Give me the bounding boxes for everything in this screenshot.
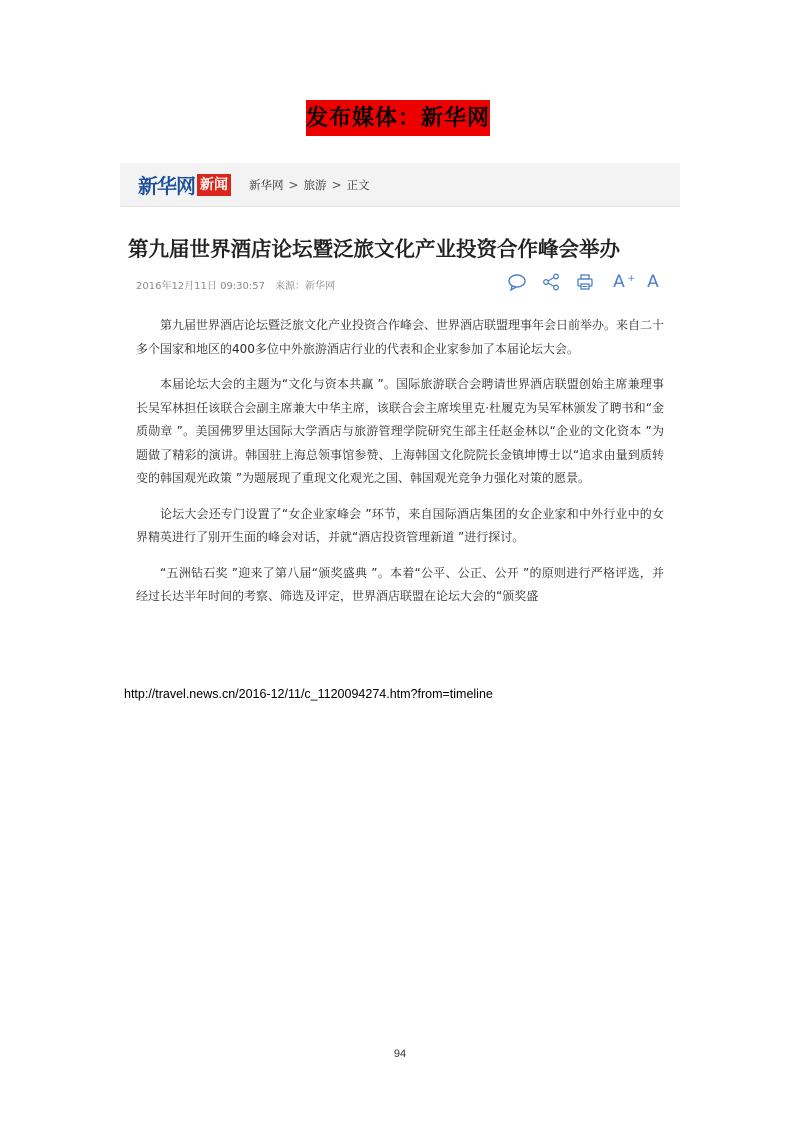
share-icon[interactable] [541, 272, 561, 292]
publishing-media-banner: 发布媒体：新华网 [306, 100, 490, 136]
article-title: 第九届世界酒店论坛暨泛旅文化产业投资合作峰会举办 [128, 237, 620, 261]
article-meta [136, 277, 335, 292]
source-name: 新华网 [305, 281, 335, 292]
breadcrumb-travel[interactable]: 旅游 [303, 177, 327, 192]
comment-icon[interactable] [507, 272, 527, 292]
source-label: 来源： [275, 281, 305, 292]
publish-date: 2016年12月11日 09:30:57 [136, 281, 265, 292]
article-tools [507, 272, 663, 292]
article-paragraph: 论坛大会还专门设置了“女企业家峰会 ”环节，来自国际酒店集团的女企业家和中外行业中的女界精英进行了别开生面的峰会对话，并就“酒店投资管理新道 ”进行探讨。 [136, 506, 664, 544]
page-number: 94 [393, 1048, 407, 1060]
font-decrease-button[interactable] [643, 272, 663, 292]
site-logo[interactable]: 新华网 [138, 174, 195, 198]
breadcrumb-home[interactable]: 新华网 [249, 177, 284, 192]
breadcrumb [249, 177, 370, 193]
chevron-right-icon: > [288, 177, 299, 192]
font-decrease-label: A [647, 272, 659, 292]
font-increase-label: A [613, 272, 625, 292]
source-url: http://travel.news.cn/2016-12/11/c_1120094274.htm?from=timeline [124, 687, 493, 701]
article-paragraph: 本届论坛大会的主题为“文化与资本共赢 ”。国际旅游联合会聘请世界酒店联盟创始主席兼理事长吴军林担任该联合会副主席兼大中华主席，该联合会主席埃里克·杜履克为吴军林颁发了聘书和“金质勋章 ”。美国佛罗里达国际大学酒店与旅游管理学院研究生部主任赵金林以“企业的文化资本 ”为题做了精彩的演讲。韩国驻上海总领事馆参赞、上海韩国文化院院长金镇坤博士以“追求由量到质转变的韩国观光政策 ”为题展现了重现文化观光之国、韩国观光竞争力强化对策的愿景。 [136, 377, 664, 485]
font-increase-button[interactable] [609, 272, 635, 292]
article-paragraph: 第九届世界酒店论坛暨泛旅文化产业投资合作峰会、世界酒店联盟理事年会日前举办。来自二十多个国家和地区的400多位中外旅游酒店行业的代表和企业家参加了本届论坛大会。 [136, 318, 665, 356]
article-paragraph: “五洲钻石奖 ”迎来了第八届“颁奖盛典 ”。本着“公平、公正、公开 ”的原则进行严格评选，并经过长达半年时间的考察、筛选及评定，世界酒店联盟在论坛大会的“颁奖盛 [136, 565, 664, 603]
article-body [136, 314, 664, 621]
chevron-right-icon: > [331, 177, 342, 192]
news-badge[interactable]: 新闻 [197, 174, 231, 196]
print-icon[interactable] [575, 272, 595, 292]
source-info [275, 277, 335, 292]
site-header [120, 163, 680, 207]
breadcrumb-current: 正文 [346, 177, 370, 192]
plus-icon: + [627, 274, 635, 284]
